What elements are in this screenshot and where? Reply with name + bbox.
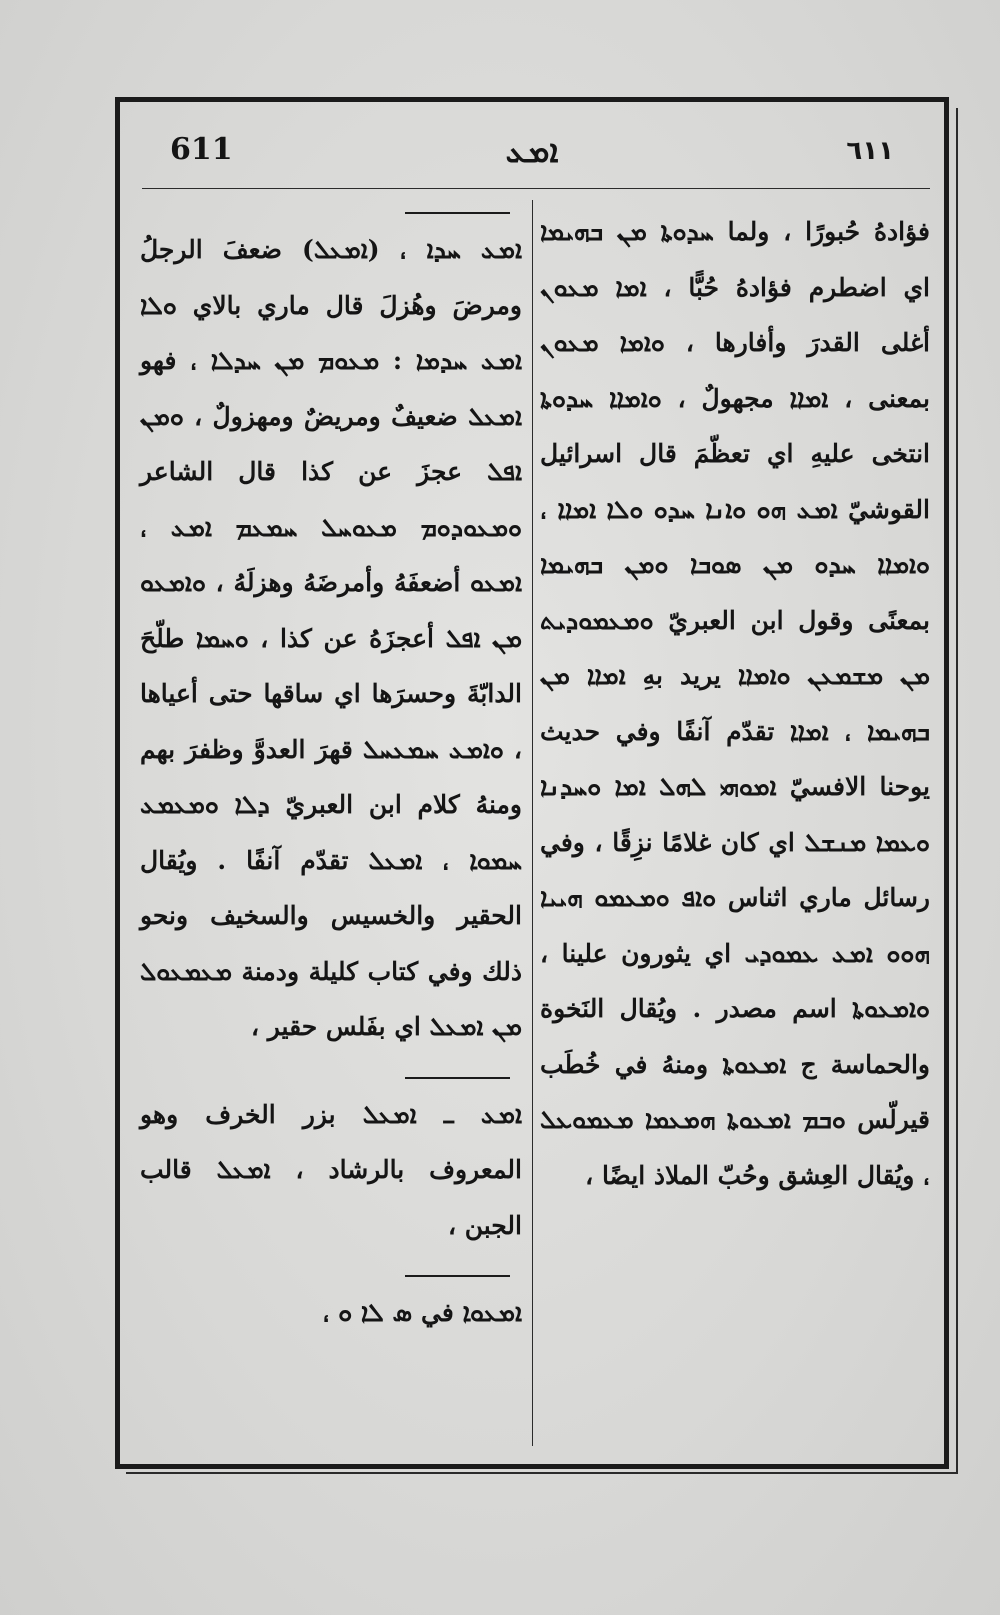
entry-separator xyxy=(405,1275,510,1277)
entry-text: ܐܡܥ ܚܕܐ ، (ܐܡܥܠ) ضعفَ الرجلُ ومرضَ وهُزلَ قال ماري بالاي ܘܠܐ ܐܡܥ ܚܕܡܐ : ܡܥܘܡ ܡܢ ܚܕܠܐ ، فهو ܐܡܥܠ ضعيفٌ ومريضٌ ومهزولٌ ، ܘܡܢ ܐܦܠ عجزَ عن كذا قال الشاعر ܘܡܥܘܕܘܡ ܡܥܘܚܠ ܚܡܥܡ ܐܡܥ ، ܐܡܥܘ أضعفَهُ وأمرضَهُ وهزلَهُ ، ܘܐܡܥܘ ܡܢ ܐܦܠ أعجزَهُ عن كذا ، ܘܚܡܐ طلّحَ الدابّةَ وحسرَها اي ساقها حتى أعياها ، ܘܐܡܥ ܚܡܥܚܠ قهرَ العدوَّ وظفرَ بهم ومنهُ كلام ابن العبريّ ܕܠܐ ܘܡܥܡܥ ܚܡܘܐ ، ܐܡܥܠ تقدّم آنفًا . ويُقال الحقير والخسيس والسخيف ونحو ذلك وفي كتاب كليلة ودمنة ܡܥܡܥܘܠ ܡܢ ܐܡܥܠ اي بفَلس حقير ، xyxy=(140,235,522,1041)
right-column-text: فؤادهُ حُبورًا ، ولما ܚܕܘܬܐ ܡܢ ܒܗܝܡܐ اي اضطرم فؤادهُ حُبًّا ، ܐܡܐ ܡܥܘܢ أغلى القدرَ وأفارها ، ܘܐܡܐ ܡܥܘܢ بمعنى ، ܐܡܐܐ مجهولٌ ، ܘܐܡܐܐ ܚܕܘܬܐ انتخى عليهِ اي تعظّمَ قال اسرائيل القوشيّ ܐܡܥ ܗܘ ܘܐܢܐ ܚܕܘ ܘܠܐ ܐܡܐܐ ، ܘܐܡܐܐ ܚܕܘ ܡܢ ܣܘܒܐ ܘܡܢ ܒܗܝܡܐ بمعنًى وقول ابن العبريّ ܘܡܥܡܘܕܝܬ ܡܢ ܡܫܡܥܢ ܘܐܡܐܐ يريد بهِ ܐܡܐܐ ܡܢ ܒܗܝܡܐ ، ܐܡܐܐ تقدّم آنفًا وفي حديث يوحنا الافسيّ ܐܡܘܗܝ ܠܗܠ ܐܡܐ ܘܚܕܢܐ ܘܥܡܐ ܡܢܫܠ اي كان غلامًا نزِقًا ، وفي رسائل ماري اثناس ܘܐܦ ܘܡܥܡܘ ܗܝܝܐ ܗܘܘ ܐܡܥ ܥܡܘܕܝ اي يثورون علينا ، ܘܐܡܥܘܬܐ اسم مصدر . ويُقال النَخوة والحماسة ج ܐܡܥܘܬܐ ومنهُ في خُطَب قيرلّس ܘܒܡ ܐܡܥܘܬܐ ܗܡܥܡܐ ܡܥܡܘܥܠ ، ويُقال العِشق وحُبّ الملاذ ايضًا ، xyxy=(540,217,930,1190)
page-header xyxy=(120,124,944,184)
page-frame xyxy=(115,97,949,1469)
entry-text: ܐܡܥ ـ ܐܡܥܠ بزر الخرف وهو المعروف بالرشاد ، ܐܡܥܠ قالب الجبن ، xyxy=(140,1099,522,1240)
entry-gap xyxy=(140,1253,522,1267)
column-divider xyxy=(532,200,533,1446)
page-number-arabic: ٦١١ xyxy=(846,136,894,166)
right-column xyxy=(540,204,930,1203)
page-number-latin: 611 xyxy=(170,132,233,167)
entry-text: ܐܡܥܘܐ في ܣ ܠܐ ܘ ، xyxy=(322,1298,522,1327)
entry-separator xyxy=(405,1077,510,1079)
header-rule xyxy=(142,188,930,189)
left-column xyxy=(140,204,522,1341)
entry-gap xyxy=(140,1055,522,1069)
running-head: ܐܡܥ xyxy=(505,132,559,170)
entry-separator xyxy=(405,212,510,214)
